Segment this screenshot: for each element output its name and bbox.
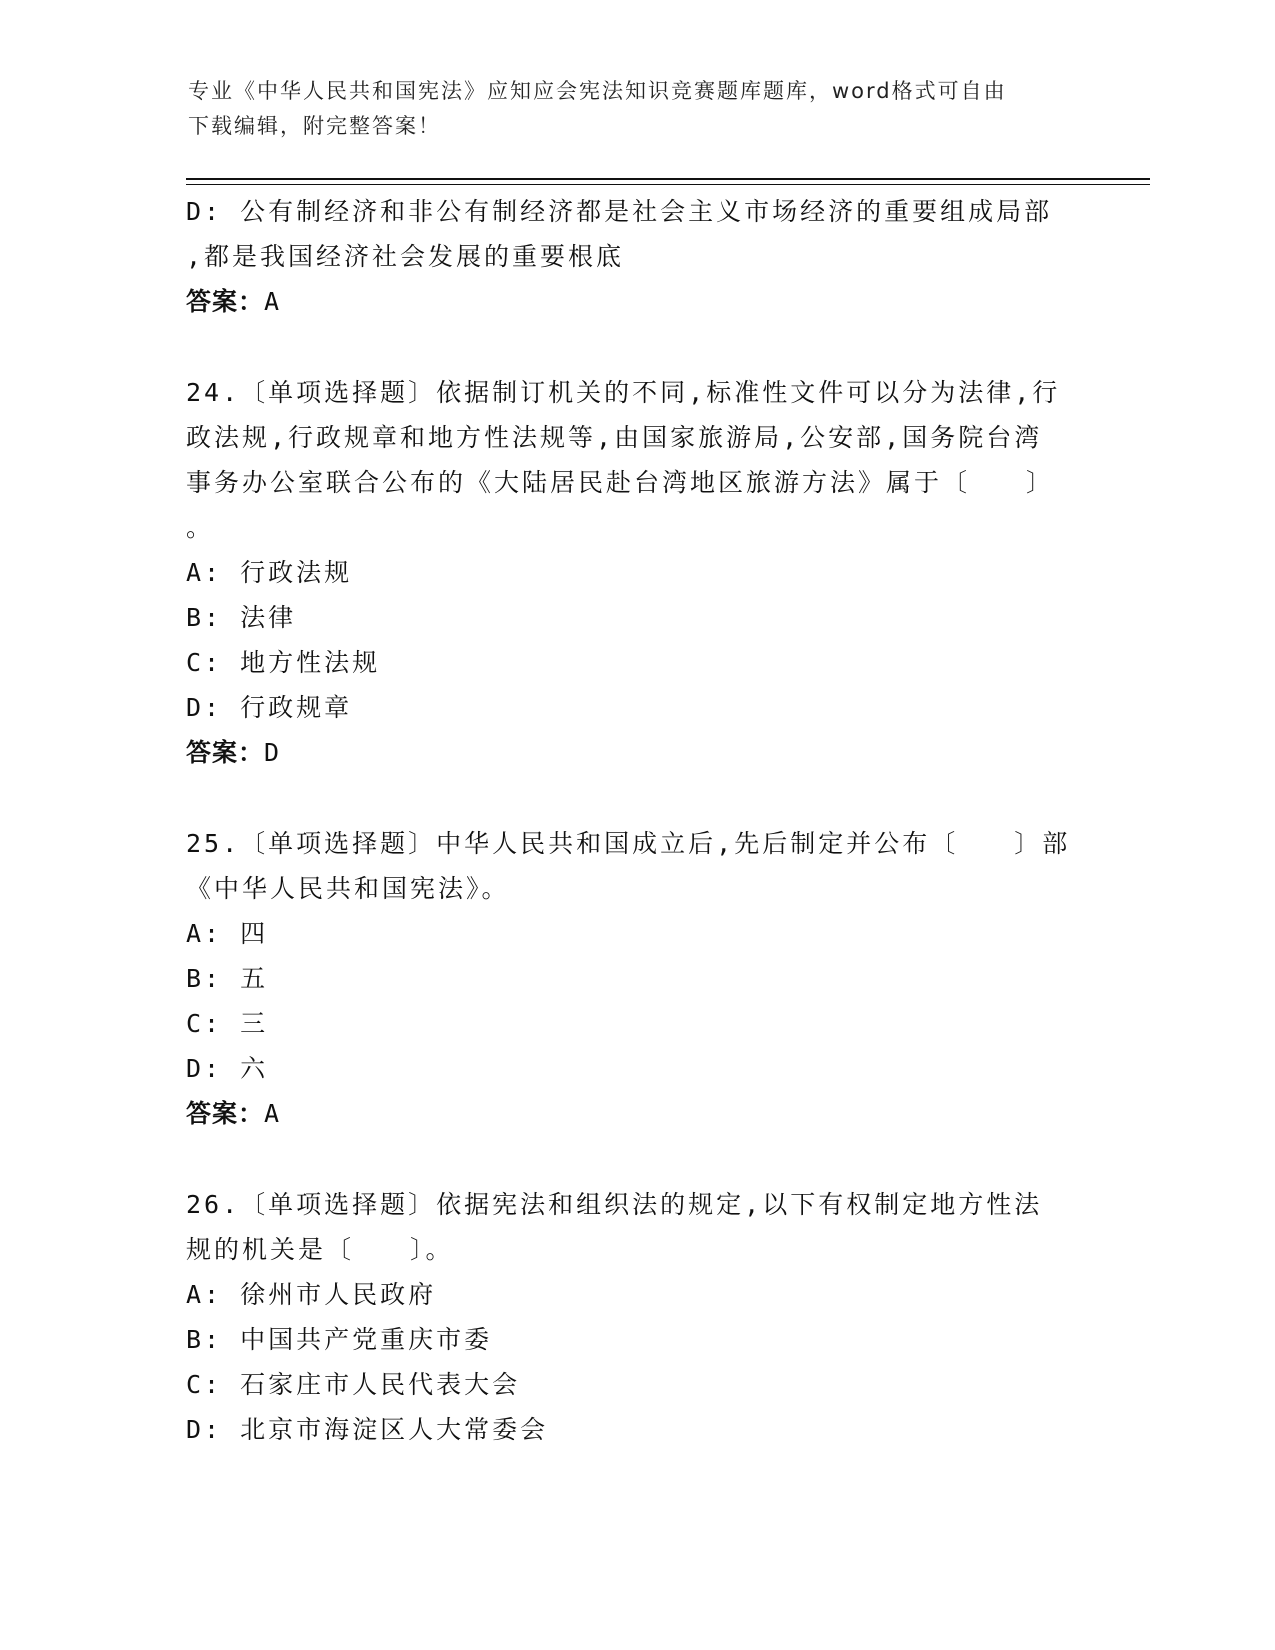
- question-text-line: 事务办公室联合公布的《大陆居民赴台湾地区旅游方法》属于〔 〕: [186, 468, 1055, 497]
- question-text-line: 政法规,行政规章和地方性法规等,由国家旅游局,公安部,国务院台湾: [186, 423, 1043, 452]
- answer-value: A: [264, 287, 281, 316]
- question-26: [186, 1182, 1086, 1452]
- answer-line: [186, 279, 1086, 324]
- header-line-2: 下载编辑，附完整答案！: [188, 114, 441, 138]
- option-d: D: 行政规章: [186, 693, 353, 722]
- option-c: C: 石家庄市人民代表大会: [186, 1370, 521, 1399]
- answer-label: 答案：: [186, 1099, 265, 1128]
- option-c: C: 地方性法规: [186, 648, 381, 677]
- option-d: D: 公有制经济和非公有制经济都是社会主义市场经济的重要组成局部: [186, 197, 1053, 226]
- question-text-line: 《中华人民共和国宪法》。: [186, 874, 510, 903]
- question-24: [186, 370, 1086, 775]
- answer-label: 答案：: [186, 287, 265, 316]
- option-b: B: 法律: [186, 603, 297, 632]
- answer-line: [186, 1091, 1086, 1136]
- question-text-line: 26.〔单项选择题〕依据宪法和组织法的规定,以下有权制定地方性法: [186, 1190, 1043, 1219]
- option-b: B: 五: [186, 964, 269, 993]
- option-a: A: 四: [186, 919, 269, 948]
- answer-value: D: [264, 738, 281, 767]
- document-header: [188, 74, 1068, 144]
- option-a: A: 徐州市人民政府: [186, 1280, 437, 1309]
- header-line-1: 专业《中华人民共和国宪法》应知应会宪法知识竞赛题库题库，word格式可自由: [188, 79, 1007, 103]
- question-text-line: 规的机关是〔 〕。: [186, 1235, 454, 1264]
- answer-line: [186, 730, 1086, 775]
- question-text-line: 。: [186, 513, 215, 542]
- option-d-continued: ,都是我国经济社会发展的重要根底: [186, 242, 625, 271]
- answer-value: A: [264, 1099, 281, 1128]
- option-c: C: 三: [186, 1009, 269, 1038]
- header-divider-thin: [186, 184, 1150, 185]
- option-b: B: 中国共产党重庆市委: [186, 1325, 493, 1354]
- option-d: D: 六: [186, 1054, 269, 1083]
- previous-question-tail: [186, 189, 1086, 324]
- option-a: A: 行政法规: [186, 558, 353, 587]
- header-divider-thick: [186, 178, 1150, 180]
- question-text-line: 25.〔单项选择题〕中华人民共和国成立后,先后制定并公布〔 〕部: [186, 829, 1071, 858]
- option-d: D: 北京市海淀区人大常委会: [186, 1415, 549, 1444]
- question-text-line: 24.〔单项选择题〕依据制订机关的不同,标准性文件可以分为法律,行: [186, 378, 1061, 407]
- answer-label: 答案：: [186, 738, 265, 767]
- question-content: [186, 189, 1086, 1452]
- question-25: [186, 821, 1086, 1136]
